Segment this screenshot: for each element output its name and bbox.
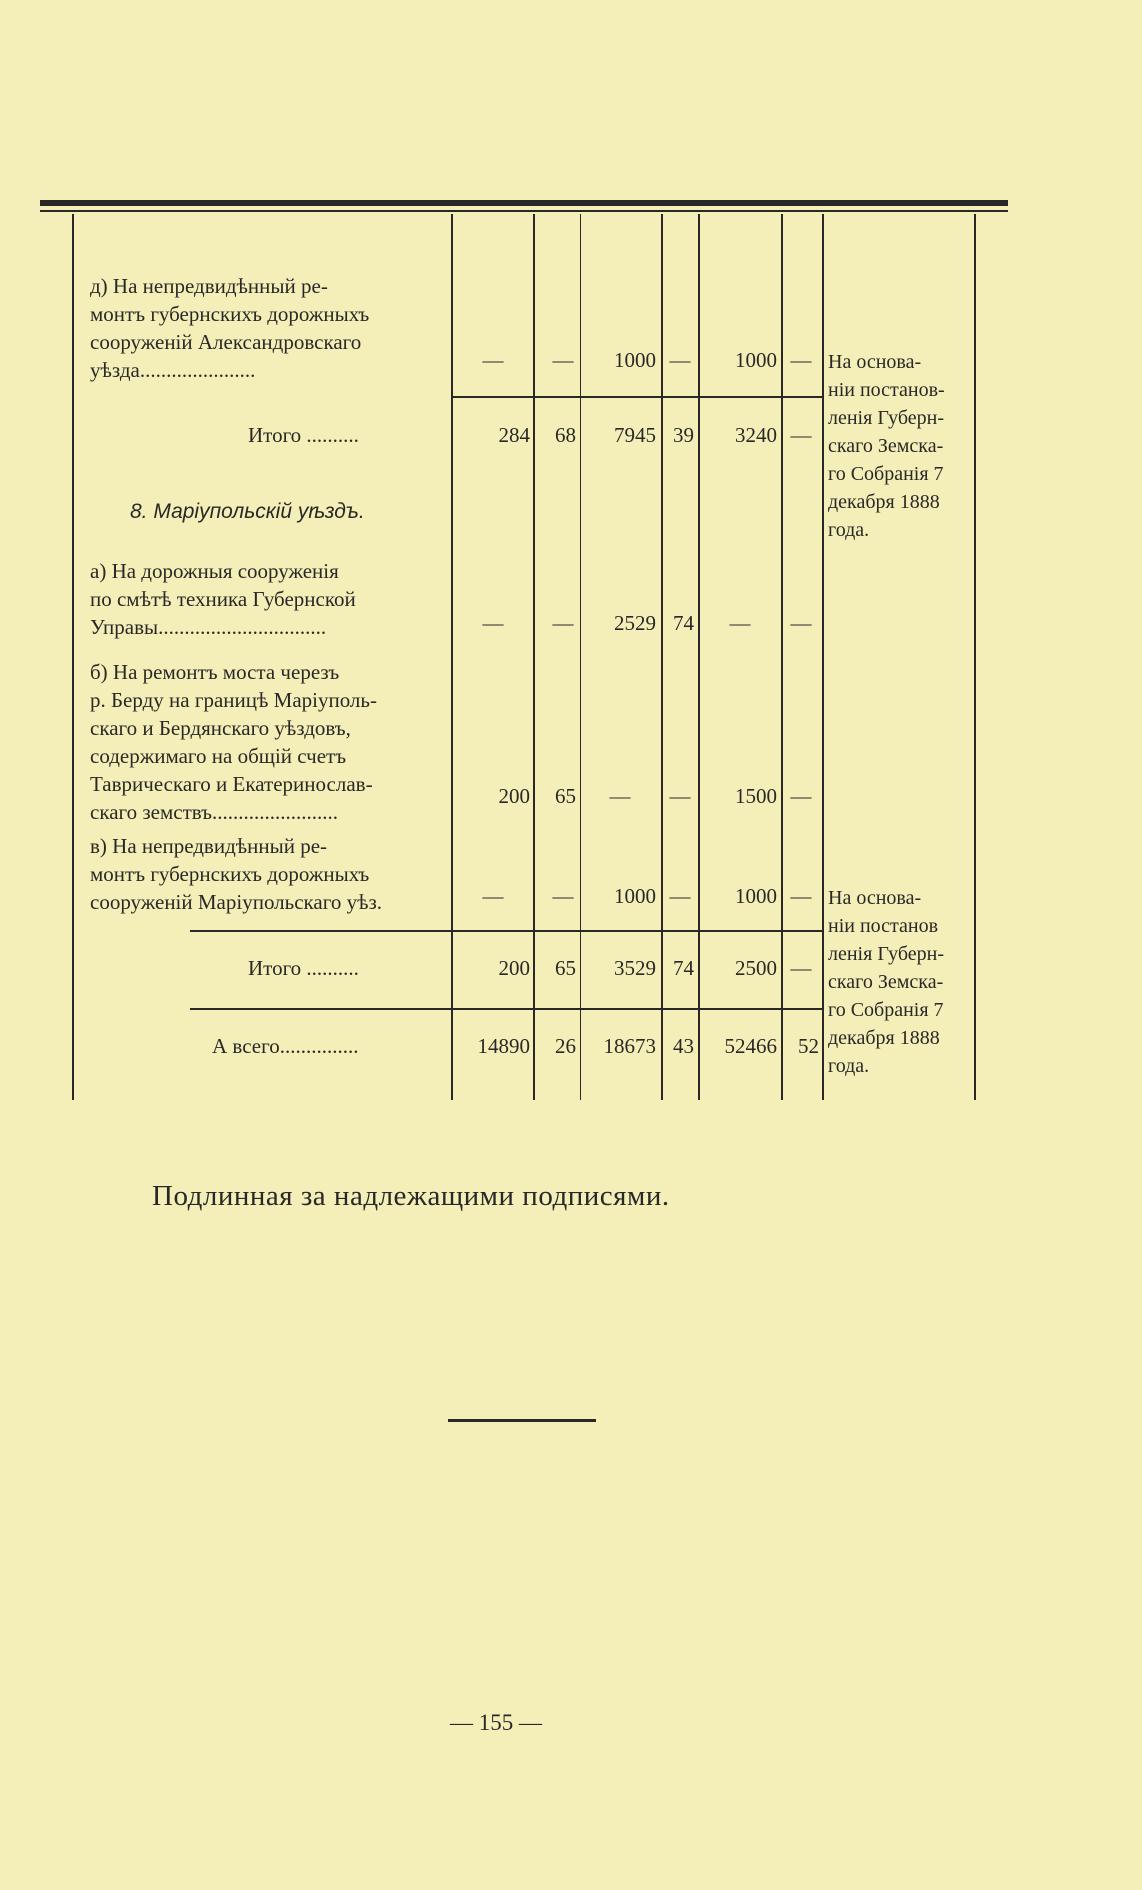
cell: 68 bbox=[555, 423, 576, 447]
table-top-rule-thin bbox=[40, 210, 1008, 212]
cell: — bbox=[790, 884, 812, 908]
col-divider bbox=[661, 214, 663, 1100]
margin-note: На основа- ніи постанов- ленія Губерн- скаго Земска- го Собранія 7 декабря 1888 года. bbox=[828, 351, 945, 541]
cell: — bbox=[482, 884, 504, 908]
cell: 2500 bbox=[735, 956, 777, 980]
cell: 1000 bbox=[735, 884, 777, 908]
cell: — bbox=[790, 611, 812, 635]
col-divider bbox=[822, 214, 824, 1100]
cell: 2529 bbox=[614, 611, 656, 635]
desc-line: д) На непредвидѣнный ре- bbox=[90, 274, 328, 298]
cell: — bbox=[552, 884, 574, 908]
page-number: — 155 — bbox=[450, 1710, 542, 1735]
cell: 3529 bbox=[614, 956, 656, 980]
cell: 200 bbox=[498, 956, 530, 980]
row-description bbox=[90, 832, 450, 916]
cell: 26 bbox=[555, 1034, 576, 1058]
grand-total-label: А всего............... bbox=[212, 1034, 359, 1058]
cell: 284 bbox=[498, 423, 530, 447]
desc-line: монтъ губернскихъ дорожныхъ bbox=[90, 862, 370, 886]
cell: 1500 bbox=[735, 784, 777, 808]
cell: 1000 bbox=[614, 884, 656, 908]
desc-line: содержимаго на общій счетъ bbox=[90, 744, 347, 768]
cell: — bbox=[482, 348, 504, 372]
table-left-border bbox=[72, 214, 74, 1100]
cell: — bbox=[552, 348, 574, 372]
cell: — bbox=[669, 784, 691, 808]
cell: — bbox=[482, 611, 504, 635]
subtotal-rule bbox=[190, 930, 822, 932]
cell: 39 bbox=[673, 423, 694, 447]
footer-rule bbox=[448, 1419, 596, 1422]
cell: — bbox=[729, 611, 751, 635]
cell: 1000 bbox=[735, 348, 777, 372]
row-description bbox=[90, 272, 450, 384]
cell: 74 bbox=[673, 956, 694, 980]
cell: — bbox=[790, 423, 812, 447]
cell: — bbox=[790, 348, 812, 372]
desc-line: а) На дорожныя сооруженія bbox=[90, 559, 339, 583]
cell: 14890 bbox=[477, 1034, 530, 1058]
col-divider bbox=[533, 214, 535, 1100]
cell: 52466 bbox=[724, 1034, 777, 1058]
cell: — bbox=[790, 956, 812, 980]
col-divider bbox=[698, 214, 700, 1100]
desc-line-last: уѣзда ...................... bbox=[90, 358, 256, 382]
cell: — bbox=[669, 348, 691, 372]
desc-line: Таврическаго и Екатеринослав- bbox=[90, 772, 373, 796]
desc-line: монтъ губернскихъ дорожныхъ bbox=[90, 302, 370, 326]
cell: — bbox=[669, 884, 691, 908]
cell: 52 bbox=[798, 1034, 819, 1058]
cell: 65 bbox=[555, 956, 576, 980]
cell: — bbox=[609, 784, 631, 808]
desc-line: б) На ремонтъ моста черезъ bbox=[90, 660, 340, 684]
desc-line: сооруженій Александровскаго bbox=[90, 330, 362, 354]
row-description bbox=[90, 557, 450, 641]
row-description bbox=[90, 658, 450, 826]
margin-note: На основа- ніи постанов ленія Губерн- скаго Земска- го Собранія 7 декабря 1888 года. bbox=[828, 887, 945, 1077]
cell: 1000 bbox=[614, 348, 656, 372]
col-divider bbox=[580, 214, 581, 1100]
cell: — bbox=[790, 784, 812, 808]
cell: 3240 bbox=[735, 423, 777, 447]
cell: — bbox=[552, 611, 574, 635]
table-top-rule bbox=[40, 200, 1008, 206]
cell: 7945 bbox=[614, 423, 656, 447]
subtotal-label: Итого .......... bbox=[248, 423, 359, 447]
signature-note: Подлинная за надлежащими подписями. bbox=[152, 1180, 670, 1212]
cell: 18673 bbox=[603, 1034, 656, 1058]
desc-line-last: скаго земствъ ........................ bbox=[90, 800, 339, 824]
col-divider bbox=[781, 214, 783, 1100]
section-title: 8. Маріупольскій уѣздъ. bbox=[130, 500, 365, 523]
desc-line: р. Берду на границѣ Маріуполь- bbox=[90, 688, 377, 712]
desc-line: скаго и Бердянскаго уѣздовъ, bbox=[90, 716, 351, 740]
subtotal-label: Итого .......... bbox=[248, 956, 359, 980]
desc-line-last: Управы ................................ bbox=[90, 615, 327, 639]
cell: 65 bbox=[555, 784, 576, 808]
subtotal-rule bbox=[451, 396, 822, 398]
cell: 200 bbox=[498, 784, 530, 808]
total-rule bbox=[190, 1008, 822, 1010]
desc-line-last: сооруженій Маріупольскаго уѣз. bbox=[90, 890, 383, 914]
desc-line: по смѣтѣ техника Губернской bbox=[90, 587, 356, 611]
desc-line: в) На непредвидѣнный ре- bbox=[90, 834, 328, 858]
cell: 43 bbox=[673, 1034, 694, 1058]
cell: 74 bbox=[673, 611, 694, 635]
col-divider bbox=[451, 214, 453, 1100]
